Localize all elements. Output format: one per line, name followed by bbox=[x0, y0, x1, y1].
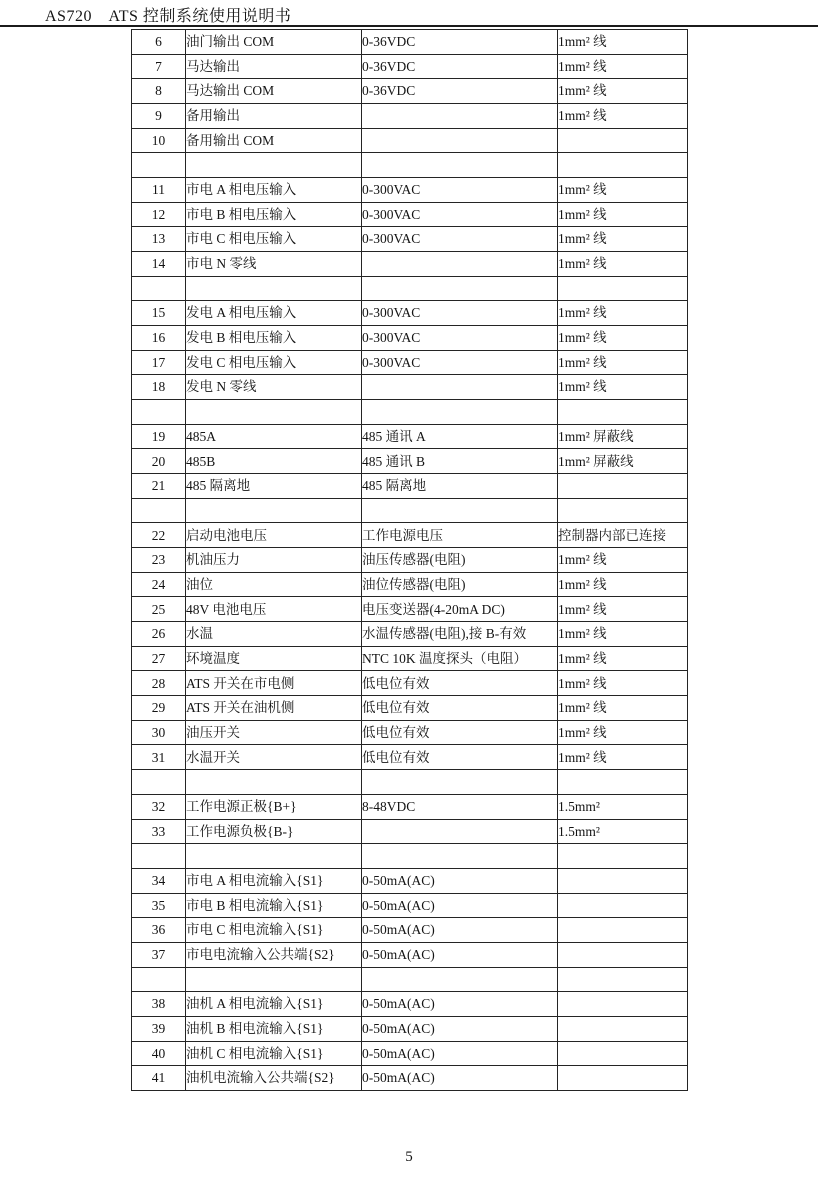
cell-wire-spec bbox=[558, 1041, 688, 1066]
cell-wire-spec: 1mm² 线 bbox=[558, 646, 688, 671]
cell-terminal-no: 37 bbox=[132, 942, 186, 967]
cell-wire-spec: 1mm² 线 bbox=[558, 178, 688, 203]
cell-function-name: 市电 C 相电压输入 bbox=[186, 227, 362, 252]
cell-wire-spec: 1mm² 线 bbox=[558, 671, 688, 696]
cell-terminal-no: 27 bbox=[132, 646, 186, 671]
cell-function-name: 工作电源正极{B+} bbox=[186, 794, 362, 819]
cell-function-name: 油机 A 相电流输入{S1} bbox=[186, 992, 362, 1017]
cell-function-name: 油门输出 COM bbox=[186, 30, 362, 55]
table-row bbox=[132, 104, 688, 129]
cell-terminal-no: 39 bbox=[132, 1016, 186, 1041]
cell-function-name: 备用输出 bbox=[186, 104, 362, 129]
cell-terminal-no: 19 bbox=[132, 424, 186, 449]
cell-wire-spec: 1mm² 线 bbox=[558, 227, 688, 252]
table-row bbox=[132, 326, 688, 351]
cell-spec bbox=[362, 128, 558, 153]
cell-wire-spec bbox=[558, 128, 688, 153]
table-row-separator bbox=[132, 400, 688, 425]
cell-wire-spec: 1mm² 线 bbox=[558, 597, 688, 622]
table-row bbox=[132, 1016, 688, 1041]
table-row bbox=[132, 252, 688, 277]
cell-function-name: 发电 C 相电压输入 bbox=[186, 350, 362, 375]
cell-wire-spec: 1mm² 线 bbox=[558, 696, 688, 721]
table-row bbox=[132, 375, 688, 400]
cell-terminal-no bbox=[132, 400, 186, 425]
cell-terminal-no: 14 bbox=[132, 252, 186, 277]
cell-terminal-no: 24 bbox=[132, 572, 186, 597]
table-row bbox=[132, 696, 688, 721]
cell-wire-spec: 1mm² 线 bbox=[558, 745, 688, 770]
cell-spec bbox=[362, 770, 558, 795]
table-row bbox=[132, 202, 688, 227]
cell-spec bbox=[362, 498, 558, 523]
cell-function-name: 发电 A 相电压输入 bbox=[186, 301, 362, 326]
cell-spec: 0-50mA(AC) bbox=[362, 942, 558, 967]
cell-terminal-no: 21 bbox=[132, 474, 186, 499]
cell-function-name: 油机 C 相电流输入{S1} bbox=[186, 1041, 362, 1066]
cell-spec bbox=[362, 375, 558, 400]
cell-function-name: 工作电源负极{B-} bbox=[186, 819, 362, 844]
cell-terminal-no bbox=[132, 770, 186, 795]
table-row bbox=[132, 523, 688, 548]
cell-wire-spec: 1mm² 线 bbox=[558, 572, 688, 597]
cell-spec: 工作电源电压 bbox=[362, 523, 558, 548]
cell-terminal-no bbox=[132, 498, 186, 523]
cell-spec: 0-36VDC bbox=[362, 79, 558, 104]
table-row bbox=[132, 597, 688, 622]
cell-terminal-no: 31 bbox=[132, 745, 186, 770]
table-row bbox=[132, 424, 688, 449]
cell-function-name bbox=[186, 770, 362, 795]
table-row bbox=[132, 227, 688, 252]
cell-terminal-no: 13 bbox=[132, 227, 186, 252]
cell-function-name: 油压开关 bbox=[186, 720, 362, 745]
cell-spec: 0-300VAC bbox=[362, 326, 558, 351]
cell-wire-spec bbox=[558, 474, 688, 499]
cell-wire-spec: 1mm² 线 bbox=[558, 54, 688, 79]
cell-spec: 0-36VDC bbox=[362, 30, 558, 55]
cell-terminal-no: 16 bbox=[132, 326, 186, 351]
cell-function-name bbox=[186, 967, 362, 992]
table-row bbox=[132, 720, 688, 745]
cell-spec: 0-50mA(AC) bbox=[362, 868, 558, 893]
cell-terminal-no: 10 bbox=[132, 128, 186, 153]
cell-spec: 485 通讯 A bbox=[362, 424, 558, 449]
cell-function-name: 机油压力 bbox=[186, 548, 362, 573]
cell-spec: 0-36VDC bbox=[362, 54, 558, 79]
cell-spec: 485 隔离地 bbox=[362, 474, 558, 499]
cell-wire-spec: 1mm² 线 bbox=[558, 252, 688, 277]
cell-function-name: 发电 B 相电压输入 bbox=[186, 326, 362, 351]
cell-spec: 0-50mA(AC) bbox=[362, 893, 558, 918]
cell-function-name: 485B bbox=[186, 449, 362, 474]
table-row bbox=[132, 1041, 688, 1066]
cell-terminal-no: 23 bbox=[132, 548, 186, 573]
cell-spec bbox=[362, 400, 558, 425]
cell-function-name: 市电 B 相电流输入{S1} bbox=[186, 893, 362, 918]
cell-function-name bbox=[186, 276, 362, 301]
cell-terminal-no: 11 bbox=[132, 178, 186, 203]
cell-terminal-no bbox=[132, 967, 186, 992]
cell-spec: 8-48VDC bbox=[362, 794, 558, 819]
table-row bbox=[132, 178, 688, 203]
table-row bbox=[132, 1066, 688, 1091]
cell-spec bbox=[362, 104, 558, 129]
cell-wire-spec bbox=[558, 868, 688, 893]
cell-function-name: 发电 N 零线 bbox=[186, 375, 362, 400]
cell-terminal-no: 32 bbox=[132, 794, 186, 819]
cell-function-name: 市电电流输入公共端{S2} bbox=[186, 942, 362, 967]
cell-function-name: 485 隔离地 bbox=[186, 474, 362, 499]
table-row bbox=[132, 548, 688, 573]
cell-function-name: 485A bbox=[186, 424, 362, 449]
table-row bbox=[132, 671, 688, 696]
table-row-separator bbox=[132, 770, 688, 795]
cell-wire-spec: 控制器内部已连接 bbox=[558, 523, 688, 548]
cell-wire-spec bbox=[558, 918, 688, 943]
cell-wire-spec: 1.5mm² bbox=[558, 819, 688, 844]
cell-spec: 水温传感器(电阻),接 B-有效 bbox=[362, 622, 558, 647]
cell-wire-spec bbox=[558, 1066, 688, 1091]
cell-terminal-no: 30 bbox=[132, 720, 186, 745]
cell-function-name: 环境温度 bbox=[186, 646, 362, 671]
cell-wire-spec: 1mm² 线 bbox=[558, 548, 688, 573]
cell-wire-spec bbox=[558, 893, 688, 918]
cell-wire-spec: 1mm² 线 bbox=[558, 202, 688, 227]
cell-wire-spec bbox=[558, 276, 688, 301]
cell-wire-spec bbox=[558, 770, 688, 795]
cell-wire-spec bbox=[558, 1016, 688, 1041]
cell-terminal-no: 26 bbox=[132, 622, 186, 647]
cell-terminal-no: 6 bbox=[132, 30, 186, 55]
cell-spec: 0-50mA(AC) bbox=[362, 918, 558, 943]
cell-function-name: 水温开关 bbox=[186, 745, 362, 770]
cell-terminal-no: 34 bbox=[132, 868, 186, 893]
cell-wire-spec bbox=[558, 992, 688, 1017]
cell-spec: 0-300VAC bbox=[362, 227, 558, 252]
cell-spec: 油位传感器(电阻) bbox=[362, 572, 558, 597]
cell-wire-spec bbox=[558, 844, 688, 869]
cell-spec: 0-50mA(AC) bbox=[362, 1066, 558, 1091]
cell-function-name: 马达输出 COM bbox=[186, 79, 362, 104]
cell-spec: 低电位有效 bbox=[362, 696, 558, 721]
cell-wire-spec: 1mm² 线 bbox=[558, 30, 688, 55]
cell-terminal-no: 18 bbox=[132, 375, 186, 400]
cell-spec bbox=[362, 819, 558, 844]
table-row bbox=[132, 572, 688, 597]
terminal-wiring-table-body bbox=[132, 30, 688, 1091]
cell-terminal-no: 20 bbox=[132, 449, 186, 474]
cell-wire-spec: 1mm² 屏蔽线 bbox=[558, 449, 688, 474]
table-row bbox=[132, 622, 688, 647]
page-title: AS720 ATS 控制系统使用说明书 bbox=[45, 8, 292, 25]
page-number: 5 bbox=[405, 1149, 413, 1165]
cell-spec: 电压变送器(4-20mA DC) bbox=[362, 597, 558, 622]
table-row-separator bbox=[132, 967, 688, 992]
table-row-separator bbox=[132, 276, 688, 301]
cell-spec: 0-300VAC bbox=[362, 350, 558, 375]
cell-function-name: 油机 B 相电流输入{S1} bbox=[186, 1016, 362, 1041]
table-row bbox=[132, 745, 688, 770]
table-row bbox=[132, 646, 688, 671]
cell-wire-spec: 1mm² 线 bbox=[558, 350, 688, 375]
cell-terminal-no: 15 bbox=[132, 301, 186, 326]
cell-spec: 0-50mA(AC) bbox=[362, 992, 558, 1017]
cell-wire-spec bbox=[558, 153, 688, 178]
cell-spec bbox=[362, 967, 558, 992]
table-row bbox=[132, 474, 688, 499]
cell-wire-spec bbox=[558, 967, 688, 992]
cell-terminal-no: 7 bbox=[132, 54, 186, 79]
cell-terminal-no bbox=[132, 276, 186, 301]
cell-wire-spec: 1mm² 线 bbox=[558, 104, 688, 129]
cell-spec: 油压传感器(电阻) bbox=[362, 548, 558, 573]
cell-spec: 0-50mA(AC) bbox=[362, 1041, 558, 1066]
cell-terminal-no: 33 bbox=[132, 819, 186, 844]
table-row bbox=[132, 942, 688, 967]
table-row bbox=[132, 992, 688, 1017]
table-row bbox=[132, 79, 688, 104]
cell-wire-spec: 1mm² 线 bbox=[558, 375, 688, 400]
cell-wire-spec: 1mm² 线 bbox=[558, 79, 688, 104]
cell-wire-spec: 1mm² 线 bbox=[558, 720, 688, 745]
cell-terminal-no: 29 bbox=[132, 696, 186, 721]
cell-terminal-no: 12 bbox=[132, 202, 186, 227]
cell-spec: 低电位有效 bbox=[362, 745, 558, 770]
table-row bbox=[132, 449, 688, 474]
cell-spec: 低电位有效 bbox=[362, 720, 558, 745]
table-row bbox=[132, 54, 688, 79]
cell-spec: 485 通讯 B bbox=[362, 449, 558, 474]
cell-function-name: 市电 B 相电压输入 bbox=[186, 202, 362, 227]
cell-function-name bbox=[186, 498, 362, 523]
cell-terminal-no: 36 bbox=[132, 918, 186, 943]
cell-function-name: 市电 A 相电流输入{S1} bbox=[186, 868, 362, 893]
cell-spec: 低电位有效 bbox=[362, 671, 558, 696]
cell-spec: 0-300VAC bbox=[362, 178, 558, 203]
cell-spec: 0-300VAC bbox=[362, 202, 558, 227]
cell-terminal-no bbox=[132, 153, 186, 178]
cell-terminal-no: 35 bbox=[132, 893, 186, 918]
cell-wire-spec bbox=[558, 400, 688, 425]
table-row bbox=[132, 794, 688, 819]
cell-terminal-no: 40 bbox=[132, 1041, 186, 1066]
table-row-separator bbox=[132, 153, 688, 178]
cell-wire-spec: 1mm² 线 bbox=[558, 326, 688, 351]
cell-function-name: 油位 bbox=[186, 572, 362, 597]
table-row bbox=[132, 128, 688, 153]
table-row bbox=[132, 868, 688, 893]
cell-spec: 0-300VAC bbox=[362, 301, 558, 326]
cell-function-name bbox=[186, 153, 362, 178]
cell-function-name bbox=[186, 400, 362, 425]
cell-spec: NTC 10K 温度探头（电阻） bbox=[362, 646, 558, 671]
cell-terminal-no: 9 bbox=[132, 104, 186, 129]
table-row bbox=[132, 918, 688, 943]
cell-terminal-no: 28 bbox=[132, 671, 186, 696]
cell-function-name: 马达输出 bbox=[186, 54, 362, 79]
cell-terminal-no bbox=[132, 844, 186, 869]
table-row bbox=[132, 301, 688, 326]
cell-terminal-no: 17 bbox=[132, 350, 186, 375]
cell-terminal-no: 8 bbox=[132, 79, 186, 104]
cell-function-name: 启动电池电压 bbox=[186, 523, 362, 548]
cell-function-name: 市电 N 零线 bbox=[186, 252, 362, 277]
cell-function-name: 备用输出 COM bbox=[186, 128, 362, 153]
cell-spec bbox=[362, 153, 558, 178]
cell-wire-spec bbox=[558, 942, 688, 967]
table-row-separator bbox=[132, 498, 688, 523]
cell-wire-spec: 1mm² 线 bbox=[558, 622, 688, 647]
terminal-wiring-table bbox=[131, 29, 688, 1091]
cell-terminal-no: 22 bbox=[132, 523, 186, 548]
cell-spec bbox=[362, 252, 558, 277]
cell-terminal-no: 38 bbox=[132, 992, 186, 1017]
cell-function-name: 市电 C 相电流输入{S1} bbox=[186, 918, 362, 943]
cell-function-name: ATS 开关在油机侧 bbox=[186, 696, 362, 721]
table-row bbox=[132, 893, 688, 918]
cell-terminal-no: 25 bbox=[132, 597, 186, 622]
cell-spec bbox=[362, 276, 558, 301]
table-row bbox=[132, 819, 688, 844]
cell-function-name: 市电 A 相电压输入 bbox=[186, 178, 362, 203]
cell-spec: 0-50mA(AC) bbox=[362, 1016, 558, 1041]
cell-wire-spec bbox=[558, 498, 688, 523]
cell-function-name bbox=[186, 844, 362, 869]
table-row bbox=[132, 350, 688, 375]
cell-function-name: 48V 电池电压 bbox=[186, 597, 362, 622]
cell-wire-spec: 1.5mm² bbox=[558, 794, 688, 819]
cell-wire-spec: 1mm² 线 bbox=[558, 301, 688, 326]
table-row bbox=[132, 30, 688, 55]
cell-function-name: ATS 开关在市电侧 bbox=[186, 671, 362, 696]
header-divider bbox=[0, 25, 818, 27]
cell-terminal-no: 41 bbox=[132, 1066, 186, 1091]
cell-function-name: 水温 bbox=[186, 622, 362, 647]
cell-spec bbox=[362, 844, 558, 869]
cell-wire-spec: 1mm² 屏蔽线 bbox=[558, 424, 688, 449]
cell-function-name: 油机电流输入公共端{S2} bbox=[186, 1066, 362, 1091]
table-row-separator bbox=[132, 844, 688, 869]
